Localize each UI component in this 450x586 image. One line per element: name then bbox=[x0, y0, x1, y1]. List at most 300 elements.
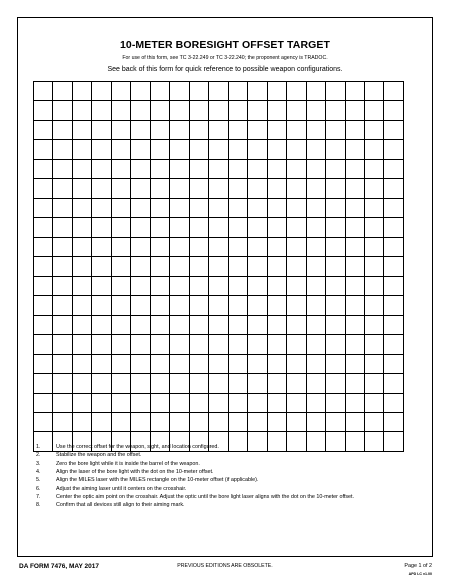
grid-cell bbox=[170, 159, 189, 178]
grid-cell bbox=[248, 315, 267, 334]
grid-cell bbox=[189, 257, 208, 276]
grid-cell bbox=[72, 101, 91, 120]
grid-cell bbox=[92, 374, 111, 393]
instruction-number: 5. bbox=[36, 477, 41, 484]
grid-cell bbox=[170, 276, 189, 295]
grid-row bbox=[34, 82, 404, 101]
instruction-number: 2. bbox=[36, 452, 41, 459]
grid-cell bbox=[326, 198, 345, 217]
grid-row bbox=[34, 393, 404, 412]
grid-cell bbox=[364, 101, 383, 120]
grid-cell bbox=[345, 159, 364, 178]
grid-cell bbox=[228, 159, 247, 178]
grid-cell bbox=[53, 179, 72, 198]
grid-cell bbox=[287, 198, 306, 217]
grid-cell bbox=[34, 159, 53, 178]
grid-cell bbox=[306, 159, 325, 178]
grid-cell bbox=[92, 315, 111, 334]
grid-cell bbox=[72, 296, 91, 315]
grid-cell bbox=[345, 82, 364, 101]
grid-cell bbox=[189, 179, 208, 198]
grid-cell bbox=[111, 237, 130, 256]
grid-cell bbox=[111, 140, 130, 159]
grid-cell bbox=[53, 101, 72, 120]
instruction-text: Align the laser of the bore light with the dot on the 10-meter offset. bbox=[56, 469, 214, 476]
grid-cell bbox=[53, 159, 72, 178]
grid-cell bbox=[326, 101, 345, 120]
grid-row bbox=[34, 179, 404, 198]
grid-cell bbox=[72, 315, 91, 334]
instruction-text: Center the optic aim point on the crosshair. Adjust the optic until the bore light laser aligns with the dot on the 10-meter offset. bbox=[56, 494, 355, 501]
grid-cell bbox=[306, 393, 325, 412]
grid-cell bbox=[326, 237, 345, 256]
grid-cell bbox=[364, 198, 383, 217]
grid-cell bbox=[326, 393, 345, 412]
grid-cell bbox=[287, 101, 306, 120]
grid-cell bbox=[287, 82, 306, 101]
grid-cell bbox=[131, 101, 150, 120]
grid-cell bbox=[53, 335, 72, 354]
grid-cell bbox=[189, 354, 208, 373]
grid-cell bbox=[228, 335, 247, 354]
grid-cell bbox=[189, 412, 208, 431]
grid-cell bbox=[92, 218, 111, 237]
instruction-text: Adjust the aiming laser until it centers on the crosshair. bbox=[56, 485, 187, 492]
grid-cell bbox=[384, 432, 403, 451]
grid-cell bbox=[92, 393, 111, 412]
grid-cell bbox=[170, 354, 189, 373]
grid-cell bbox=[326, 140, 345, 159]
grid-cell bbox=[267, 140, 286, 159]
grid-cell bbox=[131, 120, 150, 139]
grid-cell bbox=[345, 315, 364, 334]
form-note: See back of this form for quick reference to possible weapon configurations. bbox=[107, 66, 343, 73]
grid-row bbox=[34, 276, 404, 295]
grid-cell bbox=[209, 159, 228, 178]
grid-row bbox=[34, 101, 404, 120]
grid-cell bbox=[267, 82, 286, 101]
grid-cell bbox=[345, 198, 364, 217]
grid-cell bbox=[189, 120, 208, 139]
grid-cell bbox=[72, 393, 91, 412]
grid-cell bbox=[150, 82, 169, 101]
grid-cell bbox=[189, 276, 208, 295]
grid-cell bbox=[345, 276, 364, 295]
grid-cell bbox=[131, 412, 150, 431]
grid-cell bbox=[170, 218, 189, 237]
grid-cell bbox=[111, 218, 130, 237]
grid-cell bbox=[326, 296, 345, 315]
grid-cell bbox=[189, 218, 208, 237]
grid-cell bbox=[72, 237, 91, 256]
grid-cell bbox=[34, 237, 53, 256]
grid-cell bbox=[150, 218, 169, 237]
instruction-number: 8. bbox=[36, 502, 41, 509]
grid-cell bbox=[248, 257, 267, 276]
grid-cell bbox=[287, 140, 306, 159]
grid-cell bbox=[209, 296, 228, 315]
grid-cell bbox=[267, 354, 286, 373]
grid-cell bbox=[287, 315, 306, 334]
instruction-text: Stabilize the weapon and the offset. bbox=[56, 452, 142, 459]
grid-cell bbox=[287, 276, 306, 295]
form-subtitle: For use of this form, see TC 3-22.249 or TC 3-22.240; the proponent agency is TRADOC. bbox=[122, 55, 328, 61]
grid-cell bbox=[364, 257, 383, 276]
grid-cell bbox=[326, 218, 345, 237]
grid-cell bbox=[287, 296, 306, 315]
grid-cell bbox=[92, 159, 111, 178]
grid-cell bbox=[287, 393, 306, 412]
grid-cell bbox=[150, 412, 169, 431]
grid-cell bbox=[267, 296, 286, 315]
grid-cell bbox=[384, 140, 403, 159]
grid-cell bbox=[189, 296, 208, 315]
grid-cell bbox=[267, 179, 286, 198]
grid-cell bbox=[53, 120, 72, 139]
grid-cell bbox=[228, 354, 247, 373]
grid-cell bbox=[72, 335, 91, 354]
grid-cell bbox=[53, 82, 72, 101]
grid-cell bbox=[287, 120, 306, 139]
grid-cell bbox=[228, 237, 247, 256]
instruction-item bbox=[36, 486, 386, 493]
grid-cell bbox=[345, 374, 364, 393]
grid-cell bbox=[326, 276, 345, 295]
grid-cell bbox=[111, 412, 130, 431]
grid-cell bbox=[72, 159, 91, 178]
grid-cell bbox=[34, 140, 53, 159]
grid-cell bbox=[384, 393, 403, 412]
grid-cell bbox=[326, 354, 345, 373]
instruction-number: 6. bbox=[36, 485, 41, 492]
grid-cell bbox=[228, 374, 247, 393]
grid-cell bbox=[306, 179, 325, 198]
grid-cell bbox=[150, 198, 169, 217]
instruction-item bbox=[36, 461, 386, 468]
grid-cell bbox=[34, 393, 53, 412]
editions-notice: PREVIOUS EDITIONS ARE OBSOLETE. bbox=[177, 563, 273, 569]
grid-cell bbox=[345, 237, 364, 256]
grid-cell bbox=[131, 315, 150, 334]
grid-cell bbox=[53, 354, 72, 373]
grid-cell bbox=[326, 315, 345, 334]
grid-cell bbox=[72, 354, 91, 373]
grid-row bbox=[34, 237, 404, 256]
grid-cell bbox=[248, 82, 267, 101]
grid-cell bbox=[111, 335, 130, 354]
grid-cell bbox=[150, 120, 169, 139]
grid-cell bbox=[228, 276, 247, 295]
grid-cell bbox=[131, 140, 150, 159]
grid-row bbox=[34, 120, 404, 139]
grid-cell bbox=[228, 198, 247, 217]
grid-cell bbox=[92, 296, 111, 315]
grid-cell bbox=[267, 374, 286, 393]
grid-cell bbox=[326, 374, 345, 393]
grid-cell bbox=[209, 276, 228, 295]
grid-cell bbox=[189, 82, 208, 101]
grid-cell bbox=[111, 393, 130, 412]
grid-cell bbox=[111, 159, 130, 178]
grid-cell bbox=[53, 276, 72, 295]
grid-cell bbox=[267, 218, 286, 237]
grid-row bbox=[34, 140, 404, 159]
grid-cell bbox=[345, 335, 364, 354]
grid-cell bbox=[248, 159, 267, 178]
grid-cell bbox=[53, 393, 72, 412]
grid-cell bbox=[364, 374, 383, 393]
instruction-item bbox=[36, 469, 386, 476]
grid-cell bbox=[345, 257, 364, 276]
grid-cell bbox=[150, 354, 169, 373]
grid-cell bbox=[131, 257, 150, 276]
grid-cell bbox=[34, 276, 53, 295]
grid-cell bbox=[34, 257, 53, 276]
grid-cell bbox=[131, 374, 150, 393]
grid-cell bbox=[384, 159, 403, 178]
grid-cell bbox=[306, 101, 325, 120]
grid-cell bbox=[170, 315, 189, 334]
instruction-number: 3. bbox=[36, 460, 41, 467]
grid-cell bbox=[209, 120, 228, 139]
grid-cell bbox=[150, 237, 169, 256]
grid-cell bbox=[267, 101, 286, 120]
grid-cell bbox=[248, 393, 267, 412]
grid-cell bbox=[34, 296, 53, 315]
grid-cell bbox=[189, 374, 208, 393]
grid-cell bbox=[228, 315, 247, 334]
grid-cell bbox=[189, 159, 208, 178]
grid-cell bbox=[53, 315, 72, 334]
grid-cell bbox=[267, 335, 286, 354]
grid-cell bbox=[170, 412, 189, 431]
grid-cell bbox=[267, 237, 286, 256]
grid-cell bbox=[34, 374, 53, 393]
grid-cell bbox=[364, 315, 383, 334]
grid-cell bbox=[287, 257, 306, 276]
grid-cell bbox=[306, 354, 325, 373]
grid-cell bbox=[170, 374, 189, 393]
grid-cell bbox=[228, 218, 247, 237]
grid-cell bbox=[267, 393, 286, 412]
grid-cell bbox=[228, 179, 247, 198]
grid-cell bbox=[72, 198, 91, 217]
grid-cell bbox=[267, 412, 286, 431]
grid-cell bbox=[111, 257, 130, 276]
grid-cell bbox=[150, 159, 169, 178]
grid-cell bbox=[209, 335, 228, 354]
grid-cell bbox=[150, 276, 169, 295]
instruction-text: Align the MILES laser with the MILES rectangle on the 10-meter offset (if applicable). bbox=[56, 477, 259, 484]
grid-cell bbox=[306, 374, 325, 393]
grid-cell bbox=[287, 179, 306, 198]
grid-cell bbox=[326, 159, 345, 178]
grid-cell bbox=[189, 101, 208, 120]
grid-cell bbox=[345, 179, 364, 198]
grid-cell bbox=[150, 179, 169, 198]
grid-cell bbox=[209, 412, 228, 431]
page-indicator: Page 1 of 2 bbox=[404, 563, 432, 569]
instruction-item bbox=[36, 477, 386, 484]
grid-cell bbox=[131, 198, 150, 217]
instructions-list bbox=[36, 444, 386, 511]
grid-cell bbox=[92, 237, 111, 256]
instruction-number: 4. bbox=[36, 469, 41, 476]
grid-cell bbox=[364, 82, 383, 101]
grid-cell bbox=[267, 120, 286, 139]
grid-cell bbox=[364, 393, 383, 412]
instruction-number: 1. bbox=[36, 444, 41, 450]
grid-cell bbox=[267, 198, 286, 217]
grid-cell bbox=[209, 374, 228, 393]
grid-cell bbox=[150, 101, 169, 120]
grid-cell bbox=[287, 159, 306, 178]
grid-cell bbox=[209, 218, 228, 237]
grid-cell bbox=[209, 101, 228, 120]
grid-cell bbox=[189, 335, 208, 354]
grid-cell bbox=[111, 276, 130, 295]
grid-cell bbox=[111, 120, 130, 139]
grid-cell bbox=[92, 120, 111, 139]
grid-cell bbox=[228, 412, 247, 431]
grid-row bbox=[34, 218, 404, 237]
grid-cell bbox=[170, 393, 189, 412]
grid-cell bbox=[209, 82, 228, 101]
grid-cell bbox=[364, 218, 383, 237]
grid-cell bbox=[150, 393, 169, 412]
grid-cell bbox=[53, 296, 72, 315]
grid-cell bbox=[209, 393, 228, 412]
grid-cell bbox=[306, 140, 325, 159]
grid-cell bbox=[34, 315, 53, 334]
grid-cell bbox=[131, 335, 150, 354]
grid-cell bbox=[111, 179, 130, 198]
grid-cell bbox=[131, 296, 150, 315]
grid-row bbox=[34, 159, 404, 178]
grid-cell bbox=[170, 296, 189, 315]
grid-cell bbox=[306, 276, 325, 295]
grid-cell bbox=[34, 335, 53, 354]
grid-cell bbox=[287, 237, 306, 256]
grid-cell bbox=[228, 101, 247, 120]
grid-cell bbox=[111, 296, 130, 315]
form-number: DA FORM 7476, MAY 2017 bbox=[19, 563, 99, 570]
grid-cell bbox=[248, 374, 267, 393]
grid-cell bbox=[92, 198, 111, 217]
grid-cell bbox=[364, 159, 383, 178]
grid-row bbox=[34, 257, 404, 276]
grid-cell bbox=[34, 120, 53, 139]
grid-cell bbox=[150, 257, 169, 276]
grid-cell bbox=[92, 82, 111, 101]
grid-cell bbox=[345, 412, 364, 431]
grid-cell bbox=[92, 354, 111, 373]
grid-cell bbox=[345, 296, 364, 315]
grid-cell bbox=[345, 140, 364, 159]
grid-cell bbox=[92, 276, 111, 295]
grid-cell bbox=[131, 393, 150, 412]
grid-cell bbox=[267, 276, 286, 295]
grid-cell bbox=[248, 237, 267, 256]
instruction-text: Zero the bore light while it is inside the barrel of the weapon. bbox=[56, 460, 200, 467]
grid-cell bbox=[209, 257, 228, 276]
grid-cell bbox=[384, 412, 403, 431]
grid-cell bbox=[34, 218, 53, 237]
grid-cell bbox=[209, 237, 228, 256]
grid-cell bbox=[384, 315, 403, 334]
grid-cell bbox=[92, 101, 111, 120]
grid-cell bbox=[228, 120, 247, 139]
grid-cell bbox=[72, 276, 91, 295]
grid-cell bbox=[228, 296, 247, 315]
grid-cell bbox=[306, 120, 325, 139]
grid-cell bbox=[306, 335, 325, 354]
grid-cell bbox=[248, 412, 267, 431]
grid-cell bbox=[170, 140, 189, 159]
grid-cell bbox=[248, 198, 267, 217]
grid-cell bbox=[384, 82, 403, 101]
instruction-item bbox=[36, 444, 386, 451]
grid-cell bbox=[267, 159, 286, 178]
grid-cell bbox=[384, 296, 403, 315]
grid-cell bbox=[248, 120, 267, 139]
grid-row bbox=[34, 335, 404, 354]
grid-cell bbox=[384, 354, 403, 373]
grid-cell bbox=[248, 335, 267, 354]
grid-cell bbox=[384, 179, 403, 198]
grid-cell bbox=[53, 257, 72, 276]
grid-cell bbox=[384, 335, 403, 354]
grid-cell bbox=[111, 315, 130, 334]
grid-cell bbox=[384, 101, 403, 120]
grid-cell bbox=[267, 315, 286, 334]
grid-cell bbox=[92, 257, 111, 276]
grid-cell bbox=[111, 101, 130, 120]
grid-cell bbox=[306, 218, 325, 237]
grid-cell bbox=[248, 140, 267, 159]
grid-cell bbox=[287, 218, 306, 237]
grid-cell bbox=[72, 140, 91, 159]
target-grid bbox=[33, 81, 404, 452]
instruction-text: Use the correct offset for the weapon, sight, and location configured. bbox=[56, 444, 219, 450]
grid-cell bbox=[34, 412, 53, 431]
grid-cell bbox=[53, 218, 72, 237]
grid-cell bbox=[150, 140, 169, 159]
grid-cell bbox=[326, 335, 345, 354]
grid-cell bbox=[364, 412, 383, 431]
grid-cell bbox=[111, 354, 130, 373]
grid-cell bbox=[209, 315, 228, 334]
grid-cell bbox=[53, 374, 72, 393]
grid-cell bbox=[170, 335, 189, 354]
grid-cell bbox=[72, 412, 91, 431]
grid-cell bbox=[287, 412, 306, 431]
grid-cell bbox=[364, 354, 383, 373]
grid-cell bbox=[131, 237, 150, 256]
grid-cell bbox=[364, 335, 383, 354]
grid-cell bbox=[209, 354, 228, 373]
grid-cell bbox=[34, 354, 53, 373]
grid-cell bbox=[306, 296, 325, 315]
grid-cell bbox=[326, 257, 345, 276]
grid-cell bbox=[72, 179, 91, 198]
grid-cell bbox=[384, 237, 403, 256]
instruction-text: Confirm that all devices still align to their aiming mark. bbox=[56, 502, 185, 509]
grid-cell bbox=[189, 140, 208, 159]
grid-cell bbox=[150, 374, 169, 393]
grid-cell bbox=[306, 315, 325, 334]
grid-cell bbox=[326, 82, 345, 101]
